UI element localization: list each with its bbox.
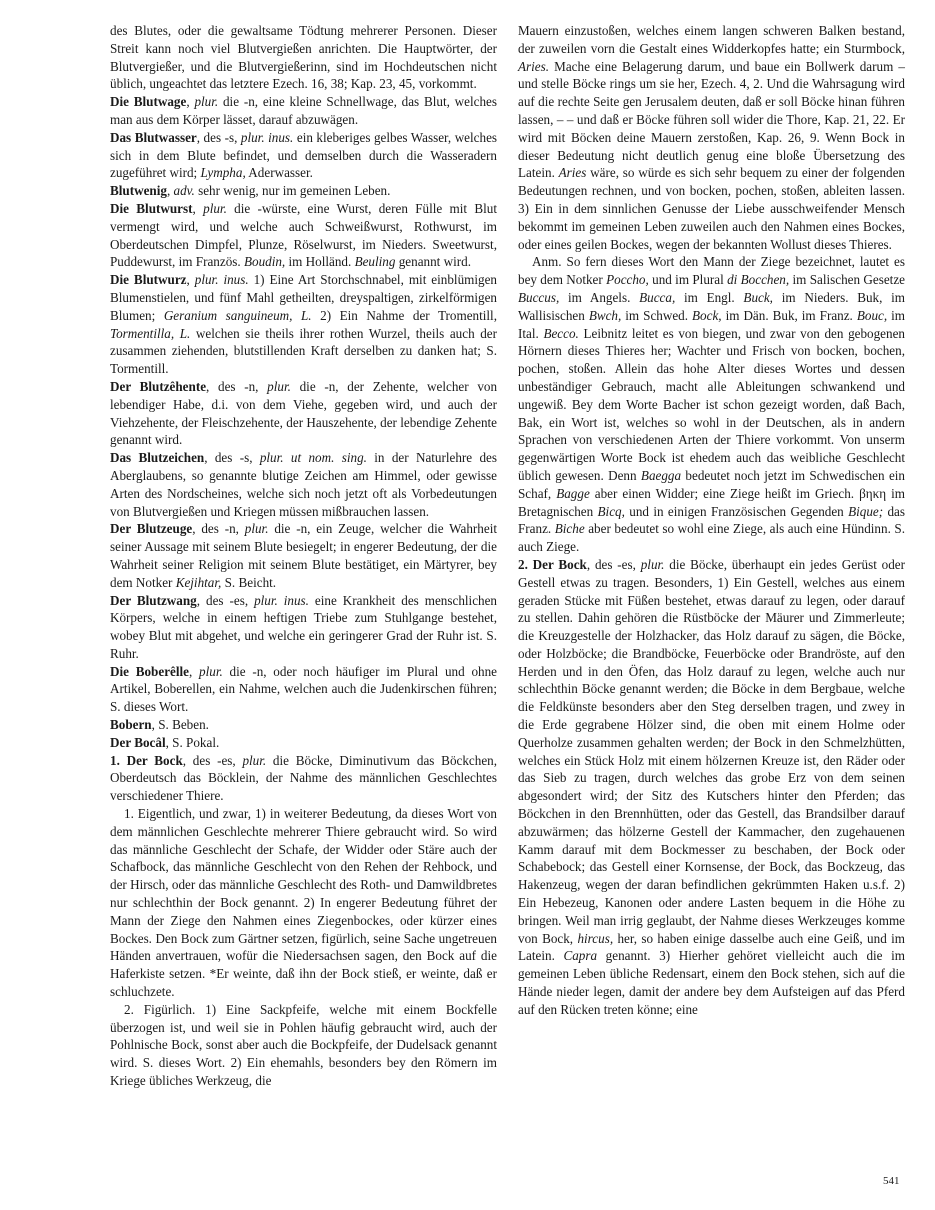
dictionary-entry xyxy=(110,716,497,734)
italic-term: adv. xyxy=(173,183,195,199)
entry-text: im Engl. xyxy=(675,289,744,305)
entry-text: her, so haben einige dasselbe auch eine Geiß, und im Latein. xyxy=(518,930,905,964)
entry-text: Mauern einzustoßen, welches einem langen schweren Balken bestand, der zuweilen vorn die Gestalt eines Widderkopfes hatte; ein Sturmbock, xyxy=(518,23,905,56)
italic-term: Kejihtar, xyxy=(175,574,222,590)
italic-term: di Bocchen, xyxy=(727,272,790,288)
italic-term: Aries xyxy=(558,165,587,181)
entry-text: im Angels. xyxy=(559,289,640,305)
entry-text: Aderwasser. xyxy=(245,165,313,181)
italic-term: Bicq, xyxy=(597,503,625,519)
entry-text: genannt. 3) Hierher gehöret vielleicht auch die im gemeinen Leben übliche Redensart, einem den Bock stehen, sich auf die Hände nieder legen, damit der andere bey dem Aufsteigen auf das Pferd auf den Rücken treten könne; eine xyxy=(518,948,905,1017)
dictionary-entry xyxy=(110,752,497,805)
left-column xyxy=(110,22,497,1090)
entry-text: die Böcke, Diminutivum das Böckchen, Oberdeutsch das Böcklein, der Nahme des männlichen Geschlechtes verschiedener Thiere. xyxy=(110,752,498,804)
italic-term: Bagge xyxy=(556,485,590,501)
entry-text: wäre, so würde es sich sehr bequem zu einer der folgenden Bedeutungen rechnen, und von bocken, pochen, stoßen, ableiten lassen. 3) Ein in dem sinnlichen Genusse der Liebe ausschweifender Mensch bekommt im gemeinen Leben zuweilen auch den Nahmen eines Bockes, oder eines geilen Bockes, wegen der bekannten Wollust dieses Thieres. xyxy=(518,165,905,252)
entry-headword: Der Bocâl xyxy=(110,734,166,750)
italic-term: Aries. xyxy=(518,58,550,74)
entry-text: und im Plural xyxy=(648,272,728,288)
italic-term: Poccho, xyxy=(606,272,649,288)
dictionary-entry xyxy=(110,805,497,1001)
entry-text: aber bedeutet so wohl eine Ziege, als auch eine Hündinn. S. auch Ziege. xyxy=(518,521,905,555)
entry-headword: 1. Der Bock xyxy=(110,752,183,768)
entry-text: , xyxy=(166,183,174,199)
dictionary-entry xyxy=(518,22,905,253)
italic-term: Bwch, xyxy=(588,307,622,323)
entry-text: eine Krankheit des menschlichen Körpers, welche in einem heftigen Triebe zum Stuhlgange bestehet, wobey Blut mit abgehet, und welche ein geringerer Grad der Ruhr ist. S. Ruhr. xyxy=(110,592,497,661)
entry-headword: Die Blutwurz xyxy=(110,272,187,288)
page-number: 541 xyxy=(883,1175,900,1187)
italic-term: Tormentilla, L. xyxy=(110,325,191,341)
entry-text: die -n, der Zehente, welcher von lebendiger Habe, d.i. von dem Viehe, gegeben wird, und auch der Viehzehente, der Fleischzehente, der Hauszehente, der lebendige Zehente genannt wird. xyxy=(110,378,498,448)
italic-term: plur. xyxy=(203,200,227,216)
entry-text: die -n, oder noch häufiger im Plural und ohne Artikel, Boberellen, ein Nahme, welchen auch die Judenkirschen führen; S. dieses Wort. xyxy=(110,663,497,715)
italic-term: hircus, xyxy=(577,930,614,946)
italic-term: plur. xyxy=(199,663,223,679)
dictionary-entry xyxy=(110,182,497,200)
entry-text: die Böcke, überhaupt ein jedes Gerüst oder Gestell etwas zu tragen. Besonders, 1) Ein Gestell, welches aus einem geraden Stücke mit Füßen bestehet, etwas darauf zu legen, oder darauf zu stellen. Dahin gehören die Rüstböcke der Mäurer und Zimmerleute; die Kreuzgestelle der Holzhacker, das Holz darauf zu sägen, die Böcke, oder Holzböcke; die Brandböcke, Feuerböcke oder Brandröste, auf den Herden und in den Öfen, das Holz darauf zu legen, welche auch nur schlechthin Böcke genannt werden; die Böcke in dem Bergbaue, welche die Feldkünste besonders aber den Steg derselben tragen, und zwey in die Erde gegrabene Hölzer sind, die oben mit einem Holme oder Querholze zusammen gehalten werden; der Bock in den Schmelzhütten, welches ein Stück Holz mit einem hölzernen Kreuze ist, den Räder oder das Sieb zu tragen, durch welches das grobe Erz von dem seinen abgesondert wird; der Sitz des Kutschers hinter den Pferden; das Böckchen in den Brennhütten, oder das Gestell, das Brandsilber darauf abzuwärmen; das hölzerne Gestell der Kammacher, den zugehauenen Kamm darauf mit dem Bockmesser zu beschaben, der Bock oder Schabebock; das Gestell einer Kornsense, der Bock, das Bockzeug, das Hakenzeug, wegen der daran befindlichen gekrümmten Haken u.s.f. 2) Ein Hebezeug, Kanonen oder andere Lasten bequem in die Höhe zu bringen. Weil man irrig geglaubt, der Nahme dieses Werkzeuges komme von Bock, xyxy=(518,556,906,946)
dictionary-entry xyxy=(110,129,497,182)
dictionary-entry xyxy=(518,556,905,1019)
entry-text: , des -n, xyxy=(192,521,245,537)
entry-text: 2. Figürlich. 1) Eine Sackpfeife, welche mit einem Bockfelle überzogen ist, und weil sie in Pohlen häufig gebraucht wird, auch der Pohlnische Bock, sonst aber auch die Bockpfeife, der Dudelsack genannt wird. S. dieses Wort. 2) Ein ehemahls, besonders bey den Römern im Kriege übliches Werkzeug, die xyxy=(110,1001,497,1089)
dictionary-entry xyxy=(110,271,497,378)
italic-term: Bique; xyxy=(848,503,884,519)
entry-text: , des -n, xyxy=(206,378,268,394)
entry-text: im Ital. xyxy=(518,307,905,341)
entry-text: die -n, ein Zeuge, welcher die Wahrheit seiner Aussage mit seinem Blute besiegelt; in engerer Bedeutung, der die Wahrheit seiner Religion mit seinem Blute bestätiget, ein Märtyrer, bey dem Notker xyxy=(110,521,498,590)
entry-text: 1) Eine Art Storchschnabel, mit einblümigen Blumenstielen, und fünf Mahl getheilten, dreyspaltigen, zirkelförmigen Blumen; xyxy=(110,272,497,323)
entry-text: ein kleberiges gelbes Wasser, welches sich in dem Blute befindet, und demselben durch die Wasseradern zugeführet wird; xyxy=(110,129,498,181)
entry-text: genannt wird. xyxy=(395,254,471,270)
entry-text: Anm. So fern dieses Wort den Mann der Ziege bezeichnet, lautet es bey dem Notker xyxy=(518,254,905,288)
entry-text: im Schwed. xyxy=(621,307,693,323)
italic-term: Bucca, xyxy=(639,289,676,305)
entry-headword: Bobern xyxy=(110,717,152,733)
entry-text: bedeutet noch jetzt im Schwedischen ein Schaf, xyxy=(518,467,905,501)
dictionary-entry xyxy=(110,378,497,449)
entry-text: welchen sie theils ihrer rothen Wurzel, theils auch der zusammen ziehenden, blutstillenden Kraft derselben zu danken hat; S. Tormentill. xyxy=(110,325,497,377)
entry-text: , xyxy=(186,272,195,288)
entry-text: , des -s, xyxy=(204,450,260,466)
italic-term: Boudin, xyxy=(243,254,286,270)
entry-text: sehr wenig, nur im gemeinen Leben. xyxy=(194,183,391,199)
entry-text: 1. Eigentlich, und zwar, 1) in weiterer Bedeutung, da dieses Wort von dem männlichen Geschlechte mehrerer Thiere gebraucht wird. So wird das männliche Geschlecht der Schafe, der Widder oder Stäre auch der Schafbock, das männliche Geschlecht von den Rehen der Rehbock, und der Hirsch, oder das männliche Geschlecht des Roth- und Damwildbretes nur schlechthin der Bock genannt. 2) In engerer Bedeutung führet der Mann der Ziege den Nahmen eines Ziegenbockes, oder kürzer eines Bockes. Den Bock zum Gärtner setzen, figürlich, seine Sache ungetreuen Händen anvertrauen, wofür die Niedersachsen sagen, den Bock auf die Haferkiste setzen. *Er weinte, daß ihn der Bock stieß, er weinte, daß er schluchzete. xyxy=(110,806,497,1000)
dictionary-entry xyxy=(110,592,497,663)
entry-text: , S. Beben. xyxy=(151,717,209,733)
entry-text: , des -s, xyxy=(196,129,241,145)
italic-term: Baegga xyxy=(640,467,682,483)
entry-headword: Der Blutzêhente xyxy=(110,378,207,394)
italic-term: plur. xyxy=(242,752,267,768)
italic-term: Becco. xyxy=(543,325,579,341)
entry-text: die -n, eine kleine Schnellwage, das Blut, welches man aus dem Körper lässet, darauf abzuwägen. xyxy=(110,94,498,127)
right-column xyxy=(518,22,905,1019)
dictionary-entry xyxy=(110,93,497,129)
dictionary-entry xyxy=(110,22,497,93)
entry-text: , des -es, xyxy=(182,752,243,768)
italic-term: Buck, xyxy=(743,289,773,305)
italic-term: plur. xyxy=(640,556,665,572)
entry-text: im Dän. Buk, im Franz. xyxy=(721,307,857,323)
entry-text: , xyxy=(192,200,204,216)
entry-text: Mache eine Belagerung darum, und baue ein Bollwerk darum – und stelle Böcke rings um sie her, Ezech. 4, 2. Und die Wahrsagung wird auf die rechte Seite gen Jerusalem deuten, daß er soll Böcke hinan führen lassen, – – und daß er Böcke führen soll wider die Thore, Kap. 21, 22. Er wird mit Böcken deine Mauern zerstoßen, Kap. 26, 9. Wenn Bock in dieser Bedeutung nicht deutlich genug eine bloße Übersetzung des Latein. xyxy=(518,58,905,181)
italic-term: plur. inus. xyxy=(254,592,309,608)
italic-term: plur. xyxy=(194,94,219,110)
entry-text: im Nieders. Buk, im Wallisischen xyxy=(518,289,906,323)
entry-text: im Holländ. xyxy=(285,254,355,270)
entry-text: , xyxy=(189,663,200,679)
entry-text: des Blutes, oder die gewaltsame Tödtung mehrerer Personen. Dieser Streit kann noch viel Blutvergießen anrichten. Die Hauptwörter, der Blutvergießer, und die Blutvergießerinn, sind im Hochdeutschen nicht üblich, ungeachtet das letztere Ezech. 16, 38; Kap. 23, 45, vorkommt. xyxy=(110,23,497,92)
entry-text: und in einigen Französischen Gegenden xyxy=(624,503,849,519)
entry-headword: Die Blutwage xyxy=(110,94,187,110)
entry-headword: Das Blutzeichen xyxy=(110,450,205,466)
italic-term: Buccus, xyxy=(518,289,560,305)
entry-text: Leibnitz leitet es von biegen, und zwar von den gebogenen Hörnern dieses Thieres her; Wachter und Frisch von bocken, bochen, pochen, stoßen. Allein das hohe Alter dieses Wortes und dessen unbeständiger Gebrauch, macht alle Ableitungen schwankend und ungewiß. Bey dem Worte Bacher ist schon gezeigt worden, daß Bach, Bak, ein Wort ist, welches so wohl in der Deutschen, als in andern Sprachen von verschiedenen Arten der Thiere vorkommt. Von unserm gegenwärtigen Worte Bock ist ehedem auch das weibliche Geschlecht üblich gewesen. Denn xyxy=(518,325,905,483)
italic-term: plur. xyxy=(244,521,269,537)
entry-text: in der Naturlehre des Aberglaubens, so genannte blutige Zeichen am Himmel, oder gewisse Arten des Nordscheines, welche sich noch jetzt oft als Vorbedeutungen von Blutvergießen und Kriegen müssen mißbrauchen lassen. xyxy=(110,450,497,519)
italic-term: Lympha, xyxy=(200,165,246,181)
italic-term: Bouc, xyxy=(856,307,888,323)
dictionary-entry xyxy=(110,1001,497,1090)
entry-headword: Der Blutzeuge xyxy=(110,521,193,537)
dictionary-entry xyxy=(110,663,497,716)
dictionary-entry xyxy=(518,253,905,556)
italic-term: plur. xyxy=(267,378,291,394)
entry-text: , xyxy=(186,94,195,110)
entry-text: S. Beicht. xyxy=(221,574,277,590)
dictionary-entry xyxy=(110,520,497,591)
entry-headword: Der Blutzwang xyxy=(110,592,197,608)
entry-headword: 2. Der Bock xyxy=(518,556,587,572)
italic-term: plur. inus. xyxy=(240,129,294,145)
entry-text: das Franz. xyxy=(518,503,905,537)
italic-term: Bock, xyxy=(692,307,722,323)
entry-text: aber einen Widder; eine Ziege heißt im Griech. βηκη im Bretagnischen xyxy=(518,485,905,519)
dictionary-entry xyxy=(110,200,497,271)
italic-term: plur. inus. xyxy=(194,272,249,288)
entry-text: die -würste, eine Wurst, deren Fülle mit Blut vermengt wird, und welche auch Schweißwurst, Rothwurst, im Oberdeutschen Dimpfel, Plunze, Röselwurst, im Nieders. Sweetwurst, Puddewurst, im Französ. xyxy=(110,200,498,270)
entry-text: , des -es, xyxy=(196,592,255,608)
italic-term: Capra xyxy=(563,948,598,964)
italic-term: plur. ut nom. sing. xyxy=(259,450,367,466)
entry-headword: Blutwenig xyxy=(110,183,167,199)
italic-term: Geranium sanguineum, L. xyxy=(163,307,312,323)
entry-headword: Die Boberêlle xyxy=(110,663,189,679)
entry-text: 2) Ein Nahme der Tromentill, xyxy=(311,307,497,323)
dictionary-entry xyxy=(110,449,497,520)
entry-text: , des -es, xyxy=(586,556,641,572)
entry-text: im Salischen Gesetze xyxy=(789,272,905,288)
entry-headword: Das Blutwasser xyxy=(110,129,197,145)
dictionary-entry xyxy=(110,734,497,752)
entry-text: , S. Pokal. xyxy=(165,734,220,750)
entry-headword: Die Blutwurst xyxy=(110,200,193,216)
italic-term: Biche xyxy=(554,521,585,537)
italic-term: Beuling xyxy=(354,254,396,270)
